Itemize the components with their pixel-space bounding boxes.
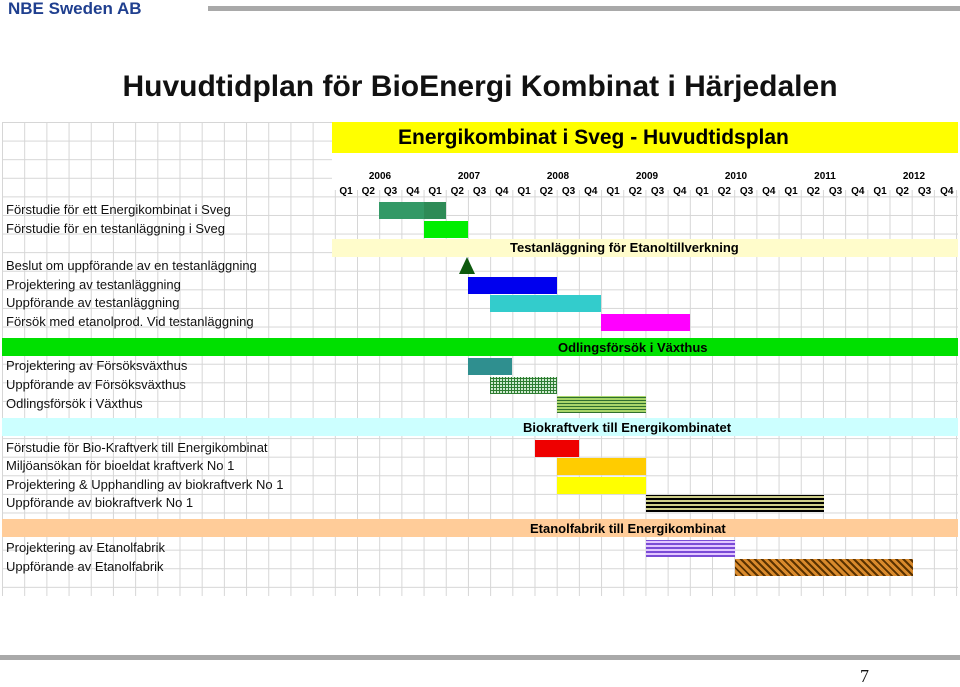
bar-projektering-test xyxy=(468,277,557,294)
year-2008: 2008 xyxy=(546,171,570,182)
page-title: Huvudtidplan för BioEnergi Kombinat i Härjedalen xyxy=(122,70,838,103)
task-projektering-etanolfabrik: Projektering av Etanolfabrik xyxy=(6,540,165,555)
quarter-label: Q2 xyxy=(628,186,642,197)
bar-forstudie-biokraft xyxy=(535,440,579,457)
quarter-label: Q1 xyxy=(695,186,709,197)
task-beslut: Beslut om uppförande av en testanläggning xyxy=(6,258,257,273)
task-projektering-vaxthus: Projektering av Försöksväxthus xyxy=(6,358,188,373)
band-biokraft xyxy=(2,418,958,436)
gantt-sheet xyxy=(2,122,958,596)
header-rule xyxy=(208,6,960,11)
bar-miljoansokan xyxy=(557,458,646,475)
bar-forstudie-testanlaggning xyxy=(424,221,468,238)
quarter-label: Q1 xyxy=(339,186,353,197)
task-forstudie-energikombinat: Förstudie för ett Energikombinat i Sveg xyxy=(6,202,231,217)
page-number: 7 xyxy=(860,666,869,686)
quarter-label: Q4 xyxy=(940,186,954,197)
quarter-label: Q2 xyxy=(539,186,553,197)
quarter-label: Q3 xyxy=(650,186,665,197)
year-2007: 2007 xyxy=(457,171,481,182)
year-2006: 2006 xyxy=(368,171,392,182)
quarter-label: Q4 xyxy=(673,186,687,197)
band-etanolfabrik xyxy=(2,519,958,537)
year-2011: 2011 xyxy=(814,171,836,182)
quarter-label: Q1 xyxy=(428,186,442,197)
task-forstudie-biokraft: Förstudie för Bio-Kraftverk till Energikombinat xyxy=(6,440,268,455)
bar-projektering-upphandling xyxy=(557,477,646,494)
bar-forsok-etanol xyxy=(601,314,690,331)
quarter-label: Q1 xyxy=(517,186,531,197)
task-uppforande-biokraft: Uppförande av biokraftverk No 1 xyxy=(6,495,194,510)
section-etanolfabrik: Etanolfabrik till Energikombinat xyxy=(530,521,726,536)
quarter-label: Q1 xyxy=(873,186,887,197)
milestone-beslut xyxy=(459,257,475,274)
quarter-label: Q4 xyxy=(584,186,598,197)
bar-projektering-vaxthus xyxy=(468,358,512,375)
quarter-label: Q3 xyxy=(917,186,932,197)
quarter-label: Q4 xyxy=(851,186,865,197)
quarter-label: Q1 xyxy=(606,186,620,197)
task-uppforande-etanolfabrik: Uppförande av Etanolfabrik xyxy=(6,559,164,574)
quarter-label: Q3 xyxy=(472,186,487,197)
company-name: NBE Sweden AB xyxy=(8,0,142,18)
bar-forstudie-energikombinat-b xyxy=(424,202,446,219)
bar-projektering-etanolfabrik xyxy=(646,540,735,557)
bar-uppforande-vaxthus xyxy=(490,377,557,394)
year-2009: 2009 xyxy=(635,171,659,182)
task-uppforande-test: Uppförande av testanläggning xyxy=(6,295,180,310)
quarter-label: Q2 xyxy=(361,186,375,197)
band-odling xyxy=(2,338,958,356)
quarter-label: Q2 xyxy=(895,186,909,197)
quarter-label: Q4 xyxy=(495,186,509,197)
quarter-label: Q2 xyxy=(717,186,731,197)
task-uppforande-vaxthus: Uppförande av Försöksväxthus xyxy=(6,377,186,392)
section-biokraft: Biokraftverk till Energikombinatet xyxy=(523,420,732,435)
quarter-label: Q3 xyxy=(739,186,754,197)
quarter-label: Q1 xyxy=(784,186,798,197)
year-2012: 2012 xyxy=(902,171,926,182)
quarter-label: Q3 xyxy=(383,186,398,197)
quarter-label: Q3 xyxy=(828,186,843,197)
task-forsok-etanol: Försök med etanolprod. Vid testanläggning xyxy=(6,314,254,329)
section-testanlaggning: Testanläggning för Etanoltillverkning xyxy=(510,240,739,255)
quarter-label: Q4 xyxy=(406,186,420,197)
gantt-title: Energikombinat i Sveg - Huvudtidsplan xyxy=(398,126,789,149)
bar-odlingsforsok xyxy=(557,396,646,413)
bar-uppforande-biokraft xyxy=(646,495,824,512)
quarter-label: Q2 xyxy=(806,186,820,197)
task-forstudie-testanlaggning: Förstudie för en testanläggning i Sveg xyxy=(6,221,225,236)
bar-uppforande-test xyxy=(490,295,601,312)
task-projektering-upphandling: Projektering & Upphandling av biokraftverk No 1 xyxy=(6,477,284,492)
quarter-label: Q4 xyxy=(762,186,776,197)
task-odlingsforsok: Odlingsförsök i Växthus xyxy=(6,396,143,411)
bar-forstudie-energikombinat-a xyxy=(379,202,424,219)
footer-rule xyxy=(0,655,960,660)
task-projektering-test: Projektering av testanläggning xyxy=(6,277,181,292)
quarter-label: Q3 xyxy=(561,186,576,197)
bar-uppforande-etanolfabrik xyxy=(735,559,913,576)
year-2010: 2010 xyxy=(724,171,748,182)
quarter-label: Q2 xyxy=(450,186,464,197)
task-miljoansokan: Miljöansökan för bioeldat kraftverk No 1 xyxy=(6,458,235,473)
section-odling: Odlingsförsök i Växthus xyxy=(558,340,708,355)
